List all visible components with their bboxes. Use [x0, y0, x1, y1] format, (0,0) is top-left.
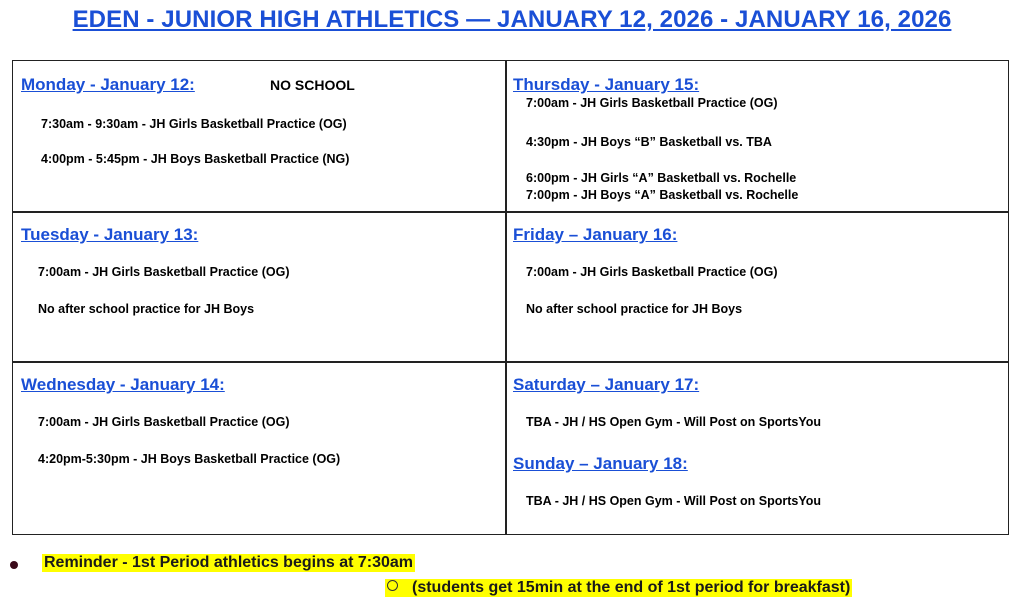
page-title: EDEN - JUNIOR HIGH ATHLETICS — JANUARY 12, 2026 - JANUARY 16, 2026	[72, 6, 952, 33]
schedule-table	[12, 60, 1009, 535]
tuesday-line: 7:00am - JH Girls Basketball Practice (OG)	[38, 265, 290, 279]
wednesday-heading: Wednesday - January 14:	[21, 375, 225, 394]
tuesday-heading: Tuesday - January 13:	[21, 225, 199, 244]
reminder-subtext	[385, 579, 852, 597]
column-divider	[505, 61, 507, 534]
sunday-heading: Sunday – January 18:	[513, 454, 688, 473]
circle-bullet-icon	[387, 580, 398, 591]
thursday-heading: Thursday - January 15:	[513, 75, 700, 94]
no-school-note: NO SCHOOL	[270, 77, 355, 93]
friday-line: No after school practice for JH Boys	[526, 302, 743, 316]
wednesday-line: 4:20pm-5:30pm - JH Boys Basketball Practice (OG)	[38, 452, 341, 466]
wednesday-line: 7:00am - JH Girls Basketball Practice (OG)	[38, 415, 290, 429]
thursday-line: 4:30pm - JH Boys “B” Basketball vs. TBA	[526, 135, 772, 149]
monday-heading: Monday - January 12:	[21, 75, 195, 94]
thursday-line: 6:00pm - JH Girls “A” Basketball vs. Rochelle	[526, 171, 797, 185]
saturday-line: TBA - JH / HS Open Gym - Will Post on SportsYou	[526, 415, 822, 429]
friday-heading: Friday – January 16:	[513, 225, 678, 244]
tuesday-line: No after school practice for JH Boys	[38, 302, 255, 316]
row-divider	[13, 361, 1008, 363]
monday-line: 7:30am - 9:30am - JH Girls Basketball Practice (OG)	[41, 117, 347, 131]
row-divider	[13, 211, 1008, 213]
friday-line: 7:00am - JH Girls Basketball Practice (OG)	[526, 265, 778, 279]
thursday-line: 7:00pm - JH Boys “A” Basketball vs. Rochelle	[526, 188, 799, 202]
thursday-line: 7:00am - JH Girls Basketball Practice (OG)	[526, 96, 778, 110]
saturday-heading: Saturday – January 17:	[513, 375, 700, 394]
reminder-subtext-label: (students get 15min at the end of 1st period for breakfast)	[412, 579, 851, 596]
reminder-text: Reminder - 1st Period athletics begins at 7:30am	[44, 554, 414, 571]
bullet-icon	[10, 561, 18, 569]
sunday-line: TBA - JH / HS Open Gym - Will Post on SportsYou	[526, 494, 822, 508]
monday-line: 4:00pm - 5:45pm - JH Boys Basketball Practice (NG)	[41, 152, 350, 166]
